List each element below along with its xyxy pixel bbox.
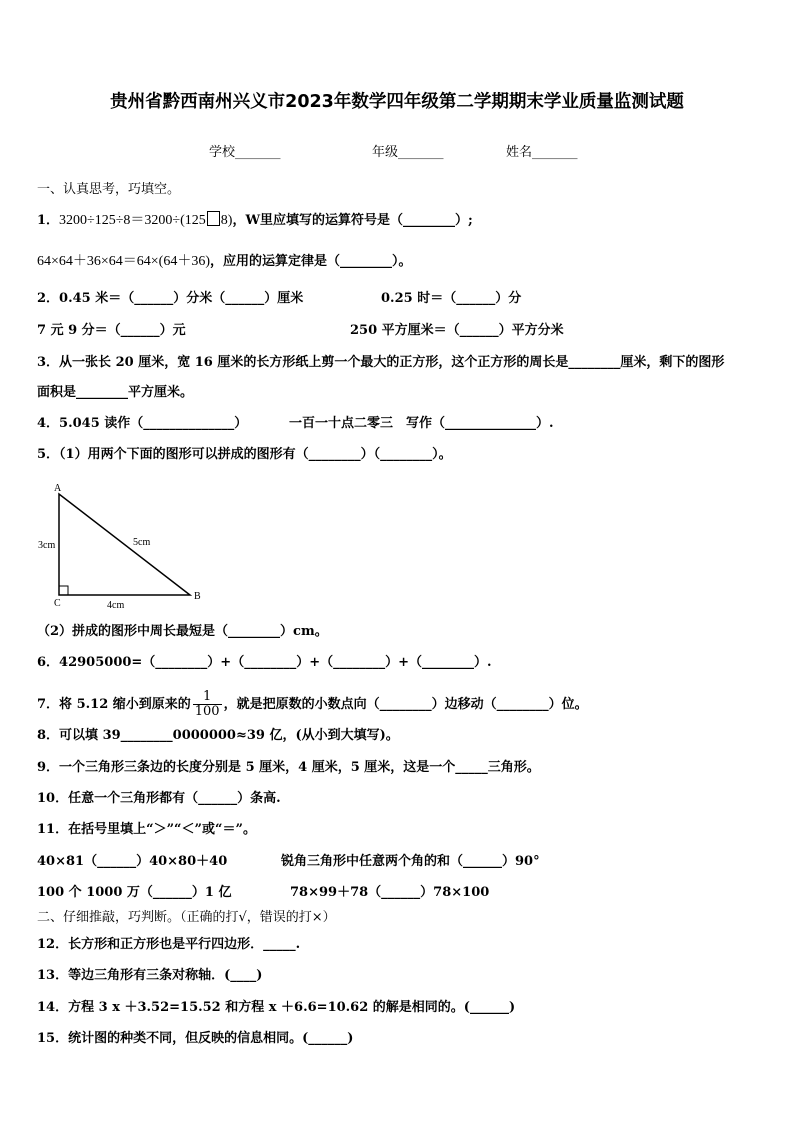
question-13: 13．等边三角形有三条对称轴．(____) (37, 968, 263, 983)
question-3-line-1: 3．从一张长 20 厘米，宽 16 厘米的长方形纸上剪一个最大的正方形，这个正方形的周长是________厘米，剩下的图形 (37, 355, 725, 370)
triangle-shape (59, 494, 190, 595)
side-label-ab: 5cm (133, 537, 151, 548)
blank-box-icon (207, 211, 220, 226)
section-2-heading: 二、仔细推敲，巧判断。（正确的打√，错误的打×） (37, 910, 336, 925)
page-title: 贵州省黔西南州兴义市2023年数学四年级第二学期期末学业质量监测试题 (110, 92, 684, 112)
vertex-label-a: A (54, 483, 62, 494)
question-8: 8．可以填 39________0000000≈39 亿，(从小到大填写)。 (37, 728, 399, 743)
question-12: 12．长方形和正方形也是平行四边形．_____. (37, 937, 301, 952)
question-11-stem: 11．在括号里填上“＞”“＜”或“＝”。 (37, 822, 256, 837)
question-7-text-a: 7．将 5.12 缩小到原来的 (37, 697, 191, 712)
fraction-denominator: 100 (194, 704, 220, 719)
name-field: 姓名_______ (506, 145, 578, 160)
question-6: 6．42905000=（________）+（________）+（________）+（________）. (37, 655, 492, 670)
section-1-heading: 一、认真思考，巧填空。 (37, 182, 181, 197)
question-1-text: ，W里应填写的运算符号是（________）; (232, 213, 473, 228)
question-1-expression-2: 64×64＋36×64＝64×(64＋36) (37, 254, 211, 269)
right-triangle-figure (30, 478, 220, 614)
question-2-line-1a: 2．0.45 米＝（______）分米（______）厘米 (37, 291, 304, 306)
question-11-d: 78×99＋78（______）78×100 (290, 885, 490, 900)
question-9: 9．一个三角形三条边的长度分别是 5 厘米，4 厘米，5 厘米，这是一个_____三角形。 (37, 760, 540, 775)
question-5-line-1: 5．（1）用两个下面的图形可以拼成的图形有（________）（________）。 (37, 447, 452, 462)
question-1-expression-a: 3200÷125÷8＝3200÷(125 (59, 213, 206, 228)
vertex-label-b: B (194, 591, 201, 602)
grade-field: 年级_______ (372, 145, 444, 160)
question-1-number: 1． (37, 213, 60, 228)
question-1-expression-b: 8) (220, 213, 233, 228)
question-11-c: 100 个 1000 万（______）1 亿 (37, 885, 232, 900)
question-11-a: 40×81（______）40×80＋40 (37, 854, 228, 869)
side-label-cb: 4cm (107, 600, 125, 611)
question-3-line-2: 面积是________平方厘米。 (37, 385, 194, 400)
question-11-b: 锐角三角形中任意两个角的和（______）90° (281, 854, 540, 869)
side-label-ac: 3cm (38, 540, 56, 551)
vertex-label-c: C (54, 598, 61, 609)
question-2-line-1b: 0.25 时＝（______）分 (381, 291, 522, 306)
question-5-line-2: （2）拼成的图形中周长最短是（________）cm。 (37, 624, 328, 639)
right-angle-marker (59, 586, 68, 595)
fraction-one-hundredth (193, 690, 222, 719)
question-1-text-2: ，应用的运算定律是（________）。 (210, 254, 412, 269)
question-15: 15．统计图的种类不同，但反映的信息相同。(______) (37, 1031, 354, 1046)
question-14: 14．方程 3 x ＋3.52=15.52 和方程 x ＋6.6=10.62 的解是相同的。(______) (37, 1000, 516, 1015)
school-field: 学校_______ (209, 145, 281, 160)
question-2-line-2a: 7 元 9 分＝（______）元 (37, 323, 186, 338)
question-4-a: 4．5.045 读作（______________） (37, 416, 248, 431)
question-1 (37, 211, 473, 230)
question-1-part-2 (37, 253, 412, 271)
question-4-b: 一百一十点二零三 写作（______________）. (289, 416, 554, 431)
question-2-line-2b: 250 平方厘米＝（______）平方分米 (350, 323, 564, 338)
fraction-numerator: 1 (193, 690, 222, 705)
question-7-text-b: ，就是把原数的小数点向（________）边移动（________）位。 (223, 697, 588, 712)
question-10: 10．任意一个三角形都有（______）条高. (37, 791, 281, 806)
question-7 (37, 690, 588, 719)
